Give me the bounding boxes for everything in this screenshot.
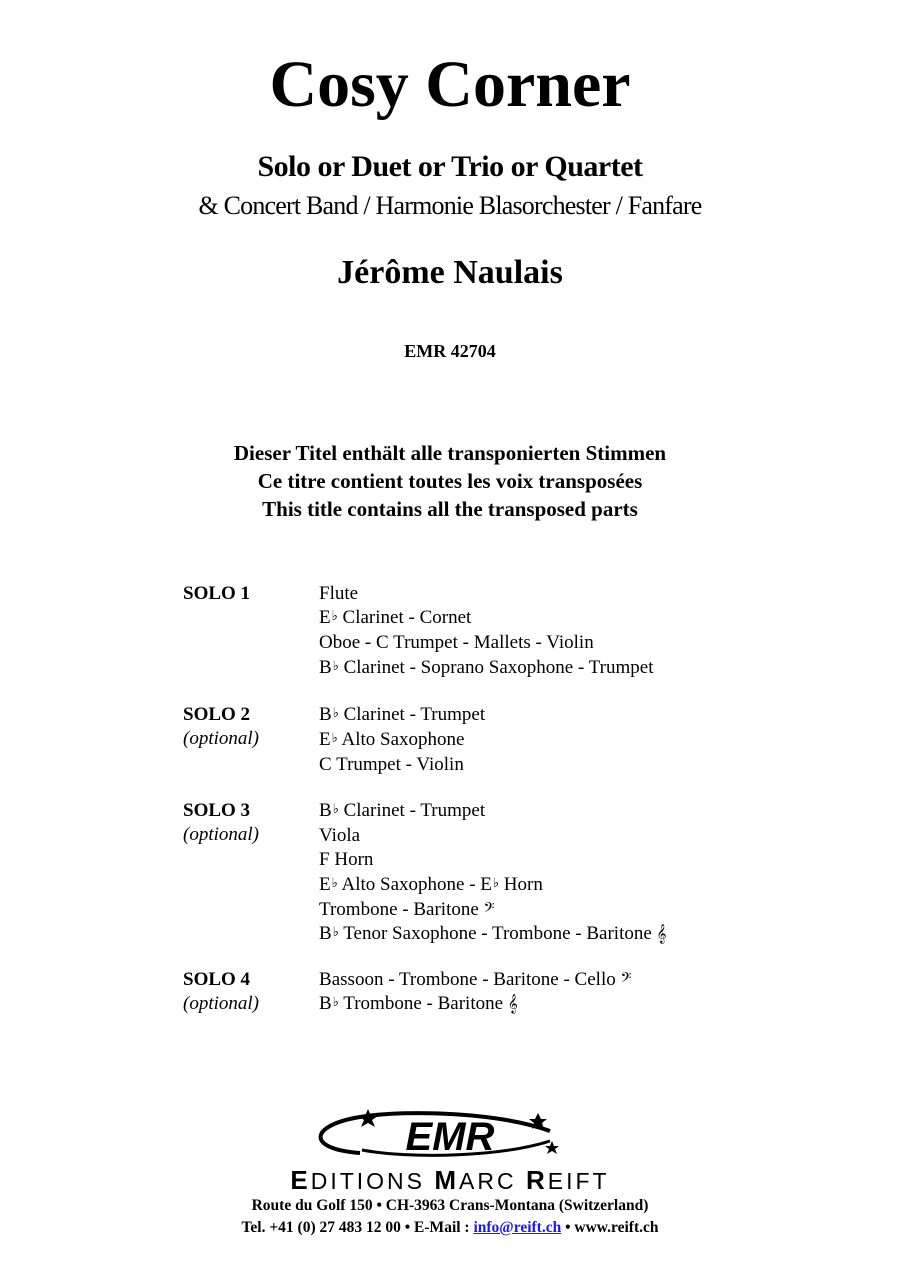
solo-2-optional: (optional) (183, 728, 259, 749)
solo-3-optional: (optional) (183, 824, 259, 845)
solo-2-label: SOLO 2 (183, 704, 251, 725)
publisher-name: EDITIONS MARC REIFT (290, 1165, 610, 1195)
part-line: B♭ Clarinet - Trumpet (319, 704, 486, 725)
part-line: Flute (319, 583, 359, 604)
solo-4-label: SOLO 4 (183, 969, 251, 990)
part-line: E♭ Clarinet - Cornet (319, 607, 472, 629)
solo-1-instruments (319, 582, 653, 681)
notice-french: Ce titre contient toutes les voix transposées (257, 469, 643, 493)
emr-logo (300, 1103, 600, 1163)
solo-3-instruments (319, 799, 667, 947)
transposed-parts-notice (0, 439, 900, 523)
part-line: Oboe - C Trumpet - Mallets - Violin (319, 632, 594, 654)
solo-3-label: SOLO 3 (183, 800, 251, 821)
publisher-address: Route du Golf 150 • CH-3963 Crans-Montana (Switzerland) (251, 1197, 649, 1214)
bass-clef-icon: 𝄢 (483, 899, 495, 920)
part-line: B♭ Trombone - Baritone 𝄞 (319, 993, 518, 1015)
part-line: B♭ Tenor Saxophone - Trombone - Baritone 𝄞 (319, 923, 667, 945)
flat-sign-icon: ♭ (331, 730, 338, 746)
solo-2-instruments (319, 703, 485, 778)
email-link[interactable]: info@reift.ch (473, 1219, 562, 1236)
part-line: B♭ Clarinet - Soprano Saxophone - Trumpet (319, 656, 654, 678)
solo-4-optional: (optional) (183, 993, 259, 1014)
notice-english: This title contains all the transposed parts (262, 497, 638, 521)
catalog-number: EMR 42704 (404, 341, 496, 361)
part-line: F Horn (319, 849, 374, 871)
flat-sign-icon: ♭ (331, 608, 338, 624)
part-line: E♭ Alto Saxophone - E♭ Horn (319, 873, 543, 895)
subtitle: Solo or Duet or Trio or Quartet (257, 150, 643, 183)
composer-name: Jérôme Naulais (337, 254, 563, 291)
part-line: E♭ Alto Saxophone (319, 729, 465, 751)
flat-sign-icon: ♭ (332, 994, 339, 1010)
part-line: B♭ Clarinet - Trumpet (319, 800, 486, 821)
flat-sign-icon: ♭ (332, 657, 339, 673)
solo-1-label: SOLO 1 (183, 583, 251, 604)
flat-sign-icon: ♭ (332, 801, 339, 816)
part-line: Bassoon - Trombone - Baritone - Cello 𝄢 (319, 969, 632, 990)
flat-sign-icon: ♭ (492, 874, 500, 890)
instrumentation-subtitle: & Concert Band / Harmonie Blasorchester / Fanfare (198, 191, 702, 220)
treble-clef-icon: 𝄞 (507, 994, 518, 1015)
part-line: Trombone - Baritone 𝄢 (319, 898, 495, 920)
star-icon (358, 1109, 378, 1127)
title: Cosy Corner (269, 48, 631, 121)
part-line: C Trumpet - Violin (319, 754, 464, 776)
flat-sign-icon: ♭ (332, 705, 339, 720)
logo-text: EMR (405, 1115, 495, 1159)
flat-sign-icon: ♭ (331, 874, 338, 890)
flat-sign-icon: ♭ (332, 924, 339, 940)
bass-clef-icon: 𝄢 (620, 970, 632, 990)
part-line: Viola (319, 825, 361, 847)
notice-german: Dieser Titel enthält alle transponierten Stimmen (233, 441, 667, 465)
publisher-contact: Tel. +41 (0) 27 483 12 00 • E-Mail : info@reift.ch • www.reift.ch (241, 1219, 659, 1236)
solo-4-instruments (319, 968, 631, 1017)
treble-clef-icon: 𝄞 (656, 924, 667, 945)
